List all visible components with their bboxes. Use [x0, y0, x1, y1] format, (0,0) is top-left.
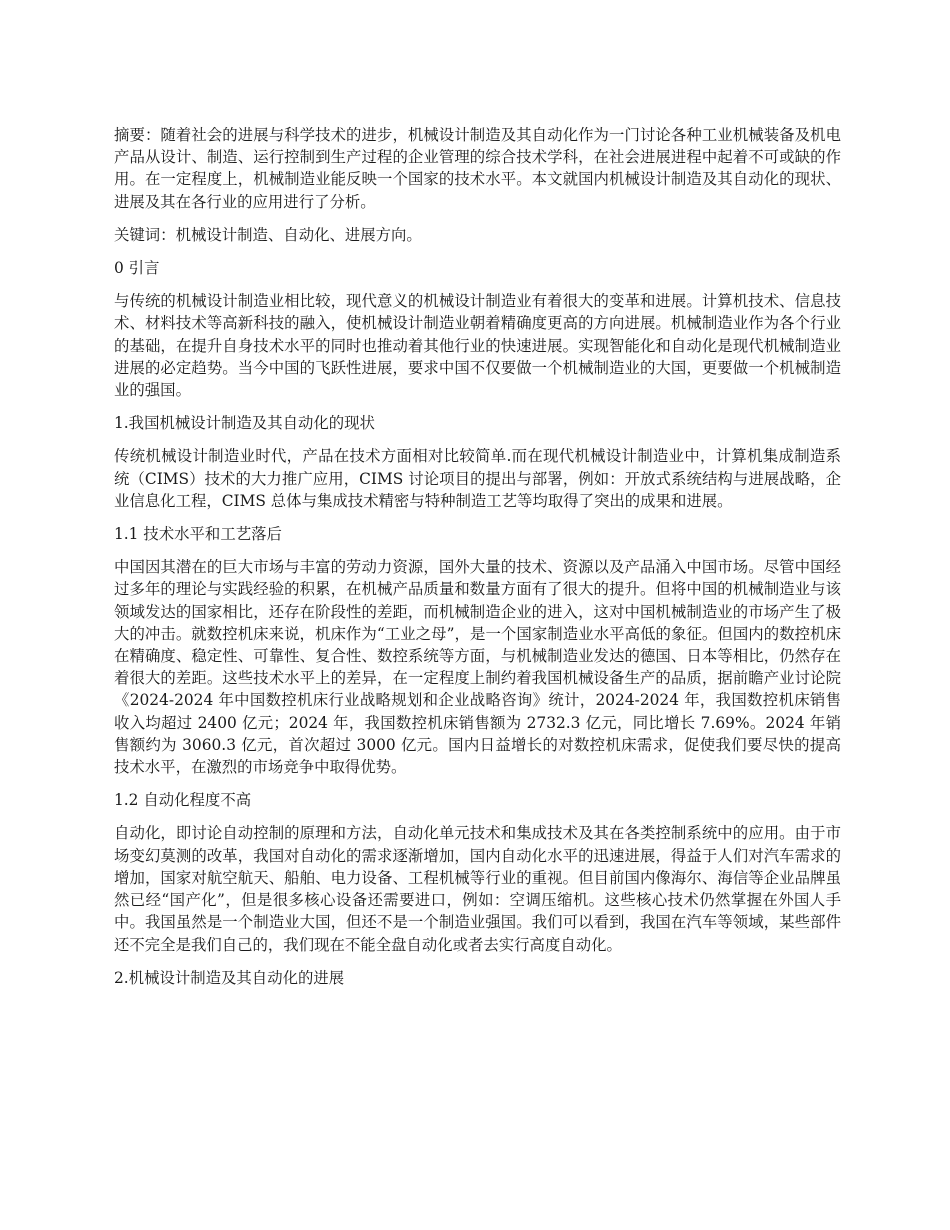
section-heading-development: 2.机械设计制造及其自动化的进展 [114, 968, 345, 987]
document-page [114, 124, 841, 1000]
keywords-paragraph: 关键词：机械设计制造、自动化、进展方向。 [114, 225, 422, 244]
status-paragraph: 传统机械设计制造业时代，产品在技术方面相对比较简单.而在现代机械设计制造业中，计算机集成制造系统（CIMS）技术的大力推广应用，CIMS 讨论项目的提出与部署，例如：开放式系统结构与进展战略，企业信息化工程，CIMS 总体与集成技术精密与特种制造工艺等均取得了突出的成果和进展。 [114, 447, 841, 510]
introduction-paragraph: 与传统的机械设计制造业相比较，现代意义的机械设计制造业有着很大的变革和进展。计算机技术、信息技术、材料技术等高新科技的融入，使机械设计制造业朝着精确度更高的方向进展。机械制造业作为各个行业的基础，在提升自身技术水平的同时也推动着其他行业的快速进展。实现智能化和自动化是现代机械制造业进展的必定趋势。当今中国的飞跃性进展，要求中国不仅要做一个机械制造业的大国，更要做一个机械制造业的强国。 [114, 292, 841, 400]
section-heading-introduction: 0 引言 [114, 259, 160, 278]
technology-paragraph: 中国因其潜在的巨大市场与丰富的劳动力资源，国外大量的技术、资源以及产品涌入中国市场。尽管中国经过多年的理论与实践经验的积累，在机械产品质量和数量方面有了很大的提升。但将中国的机械制造业与该领域发达的国家相比，还存在阶段性的差距，而机械制造企业的进入，这对中国机械制造业的市场产生了极大的冲击。就数控机床来说，机床作为“工业之母”，是一个国家制造业水平高低的象征。但国内的数控机床在精确度、稳定性、可靠性、复合性、数控系统等方面，与机械制造业发达的德国、日本等相比，仍然存在着很大的差距。这些技术水平上的差异，在一定程度上制约着我国机械设备生产的品质，据前瞻产业讨论院《2024-2024 年中国数控机床行业战略规划和企业战略咨询》统计，2024-2024 年，我国数控机床销售收入均超过 2400 亿元；2024 年，我国数控机床销售额为 2732.3 亿元，同比增长 7.69%。2024 年销售额约为 3060.3 亿元，首次超过 3000 亿元。国内日益增长的对数控机床需求，促使我们要尽快的提高技术水平，在激烈的市场竞争中取得优势。 [114, 558, 841, 777]
subsection-heading-technology: 1.1 技术水平和工艺落后 [114, 525, 282, 544]
section-heading-status: 1.我国机械设计制造及其自动化的现状 [114, 414, 375, 433]
automation-paragraph: 自动化，即讨论自动控制的原理和方法，自动化单元技术和集成技术及其在各类控制系统中的应用。由于市场变幻莫测的改革，我国对自动化的需求逐渐增加，国内自动化水平的迅速进展，得益于人们对汽车需求的增加，国家对航空航天、船舶、电力设备、工程机械等行业的重视。但目前国内像海尔、海信等企业品牌虽然已经“国产化”，但是很多核心设备还需要进口，例如：空调压缩机。这些核心技术仍然掌握在外国人手中。我国虽然是一个制造业大国，但还不是一个制造业强国。我们可以看到，我国在汽车等领域，某些部件还不完全是我们自己的，我们现在不能全盘自动化或者去实行高度自动化。 [114, 824, 841, 954]
abstract-paragraph: 摘要：随着社会的进展与科学技术的进步，机械设计制造及其自动化作为一门讨论各种工业机械装备及机电产品从设计、制造、运行控制到生产过程的企业管理的综合技术学科，在社会进展进程中起着不可或缺的作用。在一定程度上，机械制造业能反映一个国家的技术水平。本文就国内机械设计制造及其自动化的现状、进展及其在各行业的应用进行了分析。 [114, 126, 841, 211]
subsection-heading-automation: 1.2 自动化程度不高 [114, 791, 252, 810]
